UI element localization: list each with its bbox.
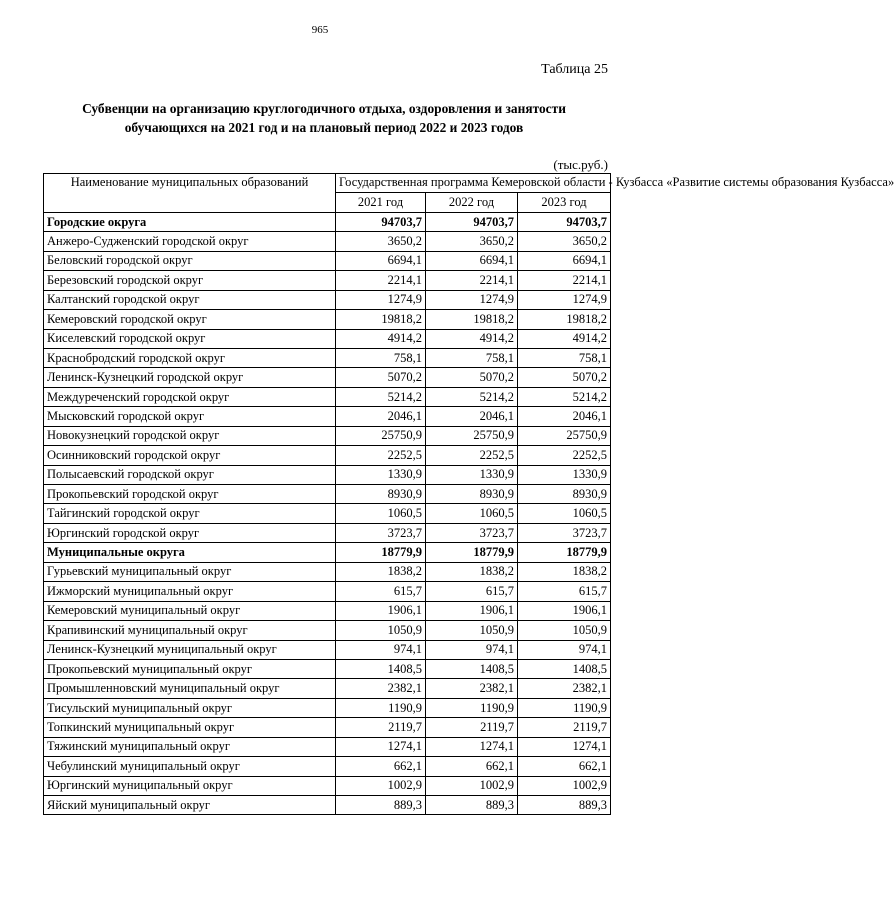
municipality-name-cell: Промышленновский муниципальный округ (44, 679, 336, 698)
page-number: 965 (311, 24, 329, 36)
value-cell-2021: 1274,1 (336, 737, 426, 756)
municipality-name-cell: Чебулинский муниципальный округ (44, 757, 336, 776)
value-cell-2023: 662,1 (518, 757, 611, 776)
value-cell-2023: 758,1 (518, 348, 611, 367)
value-cell-2023: 1838,2 (518, 562, 611, 581)
value-cell-2021: 18779,9 (336, 543, 426, 562)
table-body (44, 212, 611, 815)
value-cell-2023: 25750,9 (518, 426, 611, 445)
value-cell-2021: 1274,9 (336, 290, 426, 309)
value-cell-2022: 1330,9 (426, 465, 518, 484)
municipality-name-cell: Калтанский городской округ (44, 290, 336, 309)
value-cell-2023: 2119,7 (518, 718, 611, 737)
value-cell-2022: 1838,2 (426, 562, 518, 581)
value-cell-2022: 5214,2 (426, 387, 518, 406)
municipality-name-cell: Кемеровский муниципальный округ (44, 601, 336, 620)
municipality-name-cell: Киселевский городской округ (44, 329, 336, 348)
value-cell-2023: 889,3 (518, 796, 611, 815)
municipality-name-cell: Беловский городской округ (44, 251, 336, 270)
table-row (44, 485, 611, 504)
header-year-2023: 2023 год (518, 193, 611, 212)
municipality-name-cell: Кемеровский городской округ (44, 310, 336, 329)
value-cell-2021: 2382,1 (336, 679, 426, 698)
value-cell-2023: 3650,2 (518, 232, 611, 251)
value-cell-2021: 758,1 (336, 348, 426, 367)
subsidy-table (43, 173, 894, 815)
value-cell-2023: 1050,9 (518, 621, 611, 640)
value-cell-2023: 1060,5 (518, 504, 611, 523)
value-cell-2023: 1274,9 (518, 290, 611, 309)
municipality-name-cell: Междуреченский городской округ (44, 387, 336, 406)
value-cell-2021: 4914,2 (336, 329, 426, 348)
value-cell-2022: 25750,9 (426, 426, 518, 445)
header-program: Государственная программа Кемеровской области - Кузбасса «Развитие системы образования Кузбасса» (336, 174, 611, 193)
units-label: (тыс.руб.) (553, 157, 608, 172)
municipality-name-cell: Мысковский городской округ (44, 407, 336, 426)
value-cell-2022: 4914,2 (426, 329, 518, 348)
value-cell-2021: 1838,2 (336, 562, 426, 581)
group-name-cell: Городские округа (44, 212, 336, 231)
table-row (44, 368, 611, 387)
value-cell-2021: 3723,7 (336, 523, 426, 542)
table-row (44, 387, 611, 406)
municipality-name-cell: Юргинский городской округ (44, 523, 336, 542)
header-year-2021: 2021 год (336, 193, 426, 212)
value-cell-2022: 1274,9 (426, 290, 518, 309)
value-cell-2022: 1002,9 (426, 776, 518, 795)
table-row (44, 348, 611, 367)
table-row (44, 271, 611, 290)
municipality-name-cell: Краснобродский городской округ (44, 348, 336, 367)
value-cell-2022: 8930,9 (426, 485, 518, 504)
value-cell-2022: 5070,2 (426, 368, 518, 387)
value-cell-2023: 1408,5 (518, 659, 611, 678)
value-cell-2023: 615,7 (518, 582, 611, 601)
table-row (44, 251, 611, 270)
municipality-name-cell: Топкинский муниципальный округ (44, 718, 336, 737)
value-cell-2021: 5214,2 (336, 387, 426, 406)
municipality-name-cell: Гурьевский муниципальный округ (44, 562, 336, 581)
value-cell-2022: 2046,1 (426, 407, 518, 426)
table-row (44, 757, 611, 776)
value-cell-2021: 1190,9 (336, 698, 426, 717)
value-cell-2022: 1060,5 (426, 504, 518, 523)
value-cell-2021: 1050,9 (336, 621, 426, 640)
value-cell-2021: 889,3 (336, 796, 426, 815)
value-cell-2021: 2119,7 (336, 718, 426, 737)
value-cell-2022: 3723,7 (426, 523, 518, 542)
table-row (44, 504, 611, 523)
municipality-name-cell: Яйский муниципальный округ (44, 796, 336, 815)
municipality-name-cell: Новокузнецкий городской округ (44, 426, 336, 445)
table-header (44, 174, 894, 213)
table-label: Таблица 25 (541, 62, 608, 77)
header-name-column: Наименование муниципальных образований (44, 174, 336, 213)
value-cell-2023: 1330,9 (518, 465, 611, 484)
value-cell-2023: 19818,2 (518, 310, 611, 329)
value-cell-2023: 5070,2 (518, 368, 611, 387)
table-row (44, 329, 611, 348)
municipality-name-cell: Ижморский муниципальный округ (44, 582, 336, 601)
municipality-name-cell: Полысаевский городской округ (44, 465, 336, 484)
municipality-name-cell: Юргинский муниципальный округ (44, 776, 336, 795)
value-cell-2023: 1906,1 (518, 601, 611, 620)
value-cell-2021: 974,1 (336, 640, 426, 659)
municipality-name-cell: Прокопьевский муниципальный округ (44, 659, 336, 678)
municipality-name-cell: Осинниковский городской округ (44, 446, 336, 465)
value-cell-2023: 94703,7 (518, 212, 611, 231)
value-cell-2022: 1408,5 (426, 659, 518, 678)
value-cell-2022: 2252,5 (426, 446, 518, 465)
table-row (44, 446, 611, 465)
value-cell-2023: 1190,9 (518, 698, 611, 717)
value-cell-2022: 1274,1 (426, 737, 518, 756)
value-cell-2022: 2382,1 (426, 679, 518, 698)
table-row (44, 523, 611, 542)
value-cell-2022: 889,3 (426, 796, 518, 815)
value-cell-2023: 6694,1 (518, 251, 611, 270)
value-cell-2023: 5214,2 (518, 387, 611, 406)
value-cell-2022: 6694,1 (426, 251, 518, 270)
value-cell-2022: 1906,1 (426, 601, 518, 620)
value-cell-2023: 4914,2 (518, 329, 611, 348)
value-cell-2021: 662,1 (336, 757, 426, 776)
value-cell-2022: 2214,1 (426, 271, 518, 290)
municipality-name-cell: Ленинск-Кузнецкий муниципальный округ (44, 640, 336, 659)
table-row (44, 737, 611, 756)
table-row (44, 796, 611, 815)
value-cell-2022: 758,1 (426, 348, 518, 367)
value-cell-2023: 18779,9 (518, 543, 611, 562)
table-row (44, 679, 611, 698)
table-row (44, 562, 611, 581)
header-year-2022: 2022 год (426, 193, 518, 212)
value-cell-2023: 2382,1 (518, 679, 611, 698)
municipality-name-cell: Крапивинский муниципальный округ (44, 621, 336, 640)
value-cell-2023: 974,1 (518, 640, 611, 659)
municipality-name-cell: Тайгинский городской округ (44, 504, 336, 523)
value-cell-2021: 19818,2 (336, 310, 426, 329)
value-cell-2021: 1330,9 (336, 465, 426, 484)
value-cell-2021: 1060,5 (336, 504, 426, 523)
value-cell-2023: 2252,5 (518, 446, 611, 465)
municipality-name-cell: Ленинск-Кузнецкий городской округ (44, 368, 336, 387)
value-cell-2023: 2046,1 (518, 407, 611, 426)
value-cell-2021: 6694,1 (336, 251, 426, 270)
table-row (44, 698, 611, 717)
municipality-name-cell: Тисульский муниципальный округ (44, 698, 336, 717)
value-cell-2021: 8930,9 (336, 485, 426, 504)
value-cell-2022: 615,7 (426, 582, 518, 601)
value-cell-2022: 974,1 (426, 640, 518, 659)
table-row (44, 426, 611, 445)
table-row (44, 232, 611, 251)
document-title: Субвенции на организацию круглогодичного отдыха, оздоровления и занятости обучающихся на 2021 год и на плановый период 2022 и 2023 годов (82, 101, 566, 135)
value-cell-2021: 1906,1 (336, 601, 426, 620)
value-cell-2021: 94703,7 (336, 212, 426, 231)
value-cell-2022: 19818,2 (426, 310, 518, 329)
value-cell-2021: 1002,9 (336, 776, 426, 795)
value-cell-2022: 3650,2 (426, 232, 518, 251)
table-row (44, 407, 611, 426)
table-group-row (44, 543, 611, 562)
value-cell-2022: 2119,7 (426, 718, 518, 737)
value-cell-2021: 3650,2 (336, 232, 426, 251)
value-cell-2022: 94703,7 (426, 212, 518, 231)
value-cell-2023: 2214,1 (518, 271, 611, 290)
value-cell-2022: 1190,9 (426, 698, 518, 717)
table-row (44, 659, 611, 678)
table-row (44, 582, 611, 601)
value-cell-2023: 1002,9 (518, 776, 611, 795)
value-cell-2023: 3723,7 (518, 523, 611, 542)
value-cell-2023: 8930,9 (518, 485, 611, 504)
group-name-cell: Муниципальные округа (44, 543, 336, 562)
value-cell-2021: 5070,2 (336, 368, 426, 387)
table-row (44, 290, 611, 309)
table-row (44, 465, 611, 484)
municipality-name-cell: Прокопьевский городской округ (44, 485, 336, 504)
table-row (44, 776, 611, 795)
value-cell-2022: 1050,9 (426, 621, 518, 640)
value-cell-2021: 25750,9 (336, 426, 426, 445)
value-cell-2021: 2046,1 (336, 407, 426, 426)
value-cell-2021: 615,7 (336, 582, 426, 601)
municipality-name-cell: Анжеро-Судженский городской округ (44, 232, 336, 251)
value-cell-2021: 1408,5 (336, 659, 426, 678)
municipality-name-cell: Тяжинский муниципальный округ (44, 737, 336, 756)
value-cell-2021: 2252,5 (336, 446, 426, 465)
table-row (44, 601, 611, 620)
value-cell-2022: 18779,9 (426, 543, 518, 562)
table-row (44, 621, 611, 640)
value-cell-2022: 662,1 (426, 757, 518, 776)
value-cell-2021: 2214,1 (336, 271, 426, 290)
value-cell-2023: 1274,1 (518, 737, 611, 756)
table-group-row (44, 212, 611, 231)
table-row (44, 310, 611, 329)
table-row (44, 718, 611, 737)
table-row (44, 640, 611, 659)
municipality-name-cell: Березовский городской округ (44, 271, 336, 290)
